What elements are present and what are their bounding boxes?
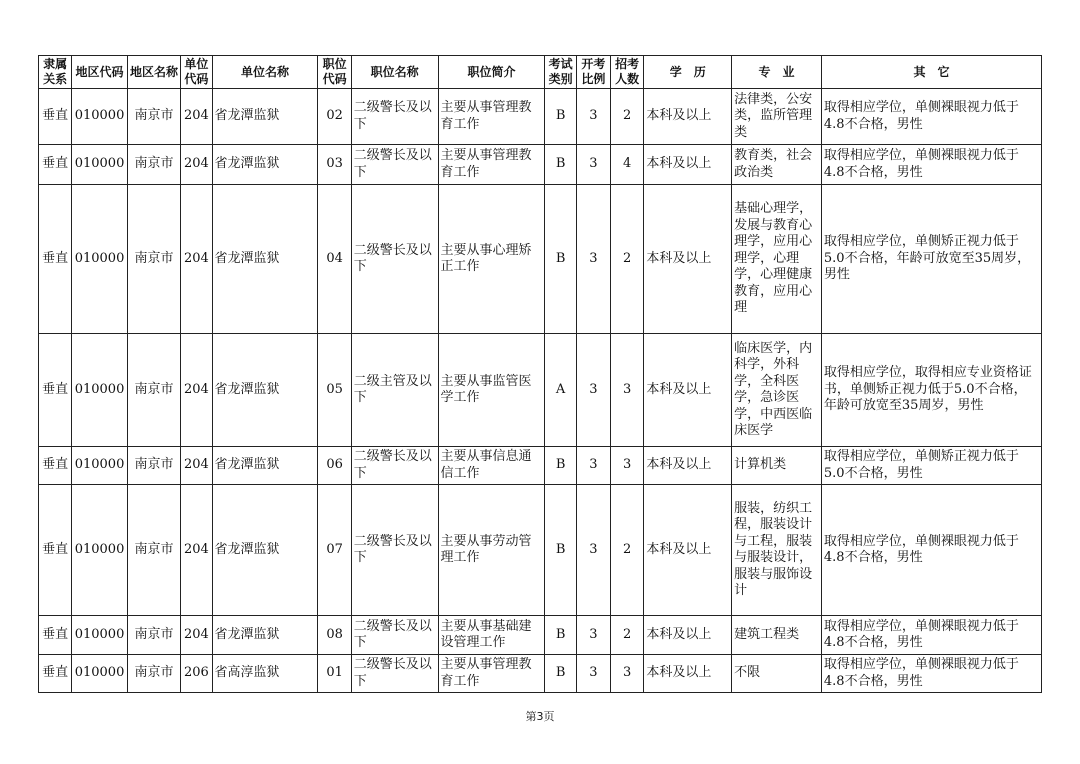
cell-other: 取得相应学位，单侧裸眼视力低于4.8不合格，男性 (821, 616, 1041, 655)
table-row (39, 485, 1042, 616)
cell-education: 本科及以上 (644, 334, 732, 447)
header-major: 专 业 (732, 56, 822, 89)
cell-major: 临床医学，内科学，外科学，全科医学，急诊医学，中西医临床医学 (732, 334, 822, 447)
cell-unit-code: 204 (181, 616, 212, 655)
cell-quota: 2 (611, 89, 644, 145)
cell-affiliation: 垂直 (39, 185, 72, 334)
cell-position-code: 03 (318, 145, 351, 185)
cell-exam-type: B (545, 185, 576, 334)
header-position-desc: 职位简介 (438, 56, 545, 89)
cell-exam-type: B (545, 616, 576, 655)
cell-exam-type: B (545, 145, 576, 185)
cell-other: 取得相应学位，单侧矫正视力低于5.0不合格，年龄可放宽至35周岁，男性 (821, 185, 1041, 334)
cell-exam-type: B (545, 447, 576, 485)
cell-education: 本科及以上 (644, 616, 732, 655)
header-ratio: 开考比例 (576, 56, 610, 89)
cell-position-desc: 主要从事心理矫正工作 (438, 185, 545, 334)
cell-ratio: 3 (576, 185, 610, 334)
cell-unit-code: 204 (181, 89, 212, 145)
cell-affiliation: 垂直 (39, 145, 72, 185)
cell-unit-name: 省龙潭监狱 (212, 616, 318, 655)
cell-unit-name: 省龙潭监狱 (212, 447, 318, 485)
cell-region-code: 010000 (72, 145, 127, 185)
cell-exam-type: B (545, 89, 576, 145)
cell-position-desc: 主要从事劳动管理工作 (438, 485, 545, 616)
cell-position-desc: 主要从事管理教育工作 (438, 89, 545, 145)
cell-region-name: 南京市 (127, 89, 180, 145)
cell-unit-name: 省龙潭监狱 (212, 485, 318, 616)
cell-position-code: 02 (318, 89, 351, 145)
cell-education: 本科及以上 (644, 447, 732, 485)
cell-region-name: 南京市 (127, 334, 180, 447)
cell-major: 法律类，公安类，监所管理类 (732, 89, 822, 145)
header-other: 其 它 (821, 56, 1041, 89)
cell-ratio: 3 (576, 334, 610, 447)
cell-other: 取得相应学位，单侧裸眼视力低于4.8不合格，男性 (821, 145, 1041, 185)
table-row (39, 145, 1042, 185)
cell-position-desc: 主要从事监管医学工作 (438, 334, 545, 447)
cell-quota: 4 (611, 145, 644, 185)
header-quota: 招考人数 (611, 56, 644, 89)
cell-major: 教育类，社会政治类 (732, 145, 822, 185)
cell-position-desc: 主要从事基础建设管理工作 (438, 616, 545, 655)
cell-education: 本科及以上 (644, 185, 732, 334)
cell-affiliation: 垂直 (39, 485, 72, 616)
cell-region-name: 南京市 (127, 145, 180, 185)
cell-region-code: 010000 (72, 655, 127, 693)
cell-affiliation: 垂直 (39, 334, 72, 447)
header-row (39, 56, 1042, 89)
cell-unit-code: 204 (181, 145, 212, 185)
cell-position-name: 二级警长及以下 (351, 616, 438, 655)
cell-position-code: 04 (318, 185, 351, 334)
cell-unit-code: 204 (181, 185, 212, 334)
cell-ratio: 3 (576, 485, 610, 616)
header-affiliation: 隶属关系 (39, 56, 72, 89)
cell-unit-code: 204 (181, 447, 212, 485)
cell-unit-code: 206 (181, 655, 212, 693)
cell-position-code: 05 (318, 334, 351, 447)
cell-region-name: 南京市 (127, 447, 180, 485)
header-education: 学 历 (644, 56, 732, 89)
cell-affiliation: 垂直 (39, 616, 72, 655)
cell-major: 不限 (732, 655, 822, 693)
cell-unit-name: 省龙潭监狱 (212, 89, 318, 145)
cell-education: 本科及以上 (644, 485, 732, 616)
cell-region-code: 010000 (72, 89, 127, 145)
cell-position-name: 二级警长及以下 (351, 185, 438, 334)
cell-quota: 2 (611, 185, 644, 334)
header-region-code: 地区代码 (72, 56, 127, 89)
cell-other: 取得相应学位，单侧矫正视力低于5.0不合格，男性 (821, 447, 1041, 485)
header-unit-code: 单位代码 (181, 56, 212, 89)
cell-position-code: 01 (318, 655, 351, 693)
cell-exam-type: B (545, 655, 576, 693)
cell-region-code: 010000 (72, 447, 127, 485)
cell-other: 取得相应学位，单侧裸眼视力低于4.8不合格，男性 (821, 485, 1041, 616)
cell-unit-name: 省高淳监狱 (212, 655, 318, 693)
cell-unit-code: 204 (181, 334, 212, 447)
cell-quota: 3 (611, 655, 644, 693)
table-row (39, 89, 1042, 145)
cell-region-name: 南京市 (127, 485, 180, 616)
cell-position-desc: 主要从事信息通信工作 (438, 447, 545, 485)
cell-position-name: 二级警长及以下 (351, 89, 438, 145)
cell-affiliation: 垂直 (39, 655, 72, 693)
header-position-name: 职位名称 (351, 56, 438, 89)
cell-position-name: 二级警长及以下 (351, 655, 438, 693)
cell-other: 取得相应学位，取得相应专业资格证书，单侧矫正视力低于5.0不合格，年龄可放宽至35周岁，男性 (821, 334, 1041, 447)
cell-ratio: 3 (576, 447, 610, 485)
table-row (39, 185, 1042, 334)
cell-position-name: 二级警长及以下 (351, 485, 438, 616)
cell-position-name: 二级警长及以下 (351, 145, 438, 185)
cell-other: 取得相应学位，单侧裸眼视力低于4.8不合格，男性 (821, 89, 1041, 145)
cell-position-code: 07 (318, 485, 351, 616)
page-number: 第3页 (525, 710, 555, 723)
cell-position-code: 08 (318, 616, 351, 655)
cell-region-name: 南京市 (127, 185, 180, 334)
cell-affiliation: 垂直 (39, 447, 72, 485)
cell-unit-name: 省龙潭监狱 (212, 334, 318, 447)
cell-ratio: 3 (576, 145, 610, 185)
cell-unit-name: 省龙潭监狱 (212, 185, 318, 334)
cell-region-code: 010000 (72, 485, 127, 616)
cell-major: 建筑工程类 (732, 616, 822, 655)
header-exam-type: 考试类别 (545, 56, 576, 89)
cell-exam-type: B (545, 485, 576, 616)
cell-major: 计算机类 (732, 447, 822, 485)
table-row (39, 655, 1042, 693)
header-region-name: 地区名称 (127, 56, 180, 89)
cell-quota: 2 (611, 485, 644, 616)
cell-quota: 2 (611, 616, 644, 655)
header-unit-name: 单位名称 (212, 56, 318, 89)
table-row (39, 447, 1042, 485)
cell-other: 取得相应学位，单侧裸眼视力低于4.8不合格，男性 (821, 655, 1041, 693)
cell-region-code: 010000 (72, 185, 127, 334)
cell-education: 本科及以上 (644, 145, 732, 185)
cell-education: 本科及以上 (644, 655, 732, 693)
table-row (39, 334, 1042, 447)
cell-ratio: 3 (576, 89, 610, 145)
cell-position-name: 二级警长及以下 (351, 447, 438, 485)
cell-major: 基础心理学，发展与教育心理学，应用心理学，心理学，心理健康教育，应用心理 (732, 185, 822, 334)
cell-region-code: 010000 (72, 616, 127, 655)
recruitment-table (38, 55, 1042, 693)
cell-region-name: 南京市 (127, 616, 180, 655)
header-position-code: 职位代码 (318, 56, 351, 89)
cell-region-code: 010000 (72, 334, 127, 447)
cell-ratio: 3 (576, 616, 610, 655)
cell-unit-name: 省龙潭监狱 (212, 145, 318, 185)
cell-affiliation: 垂直 (39, 89, 72, 145)
cell-position-code: 06 (318, 447, 351, 485)
cell-quota: 3 (611, 447, 644, 485)
cell-ratio: 3 (576, 655, 610, 693)
table-row (39, 616, 1042, 655)
cell-major: 服装，纺织工程，服装设计与工程，服装与服装设计，服装与服饰设计 (732, 485, 822, 616)
cell-position-desc: 主要从事管理教育工作 (438, 145, 545, 185)
cell-exam-type: A (545, 334, 576, 447)
cell-quota: 3 (611, 334, 644, 447)
cell-unit-code: 204 (181, 485, 212, 616)
cell-position-desc: 主要从事管理教育工作 (438, 655, 545, 693)
cell-position-name: 二级主管及以下 (351, 334, 438, 447)
cell-region-name: 南京市 (127, 655, 180, 693)
cell-education: 本科及以上 (644, 89, 732, 145)
